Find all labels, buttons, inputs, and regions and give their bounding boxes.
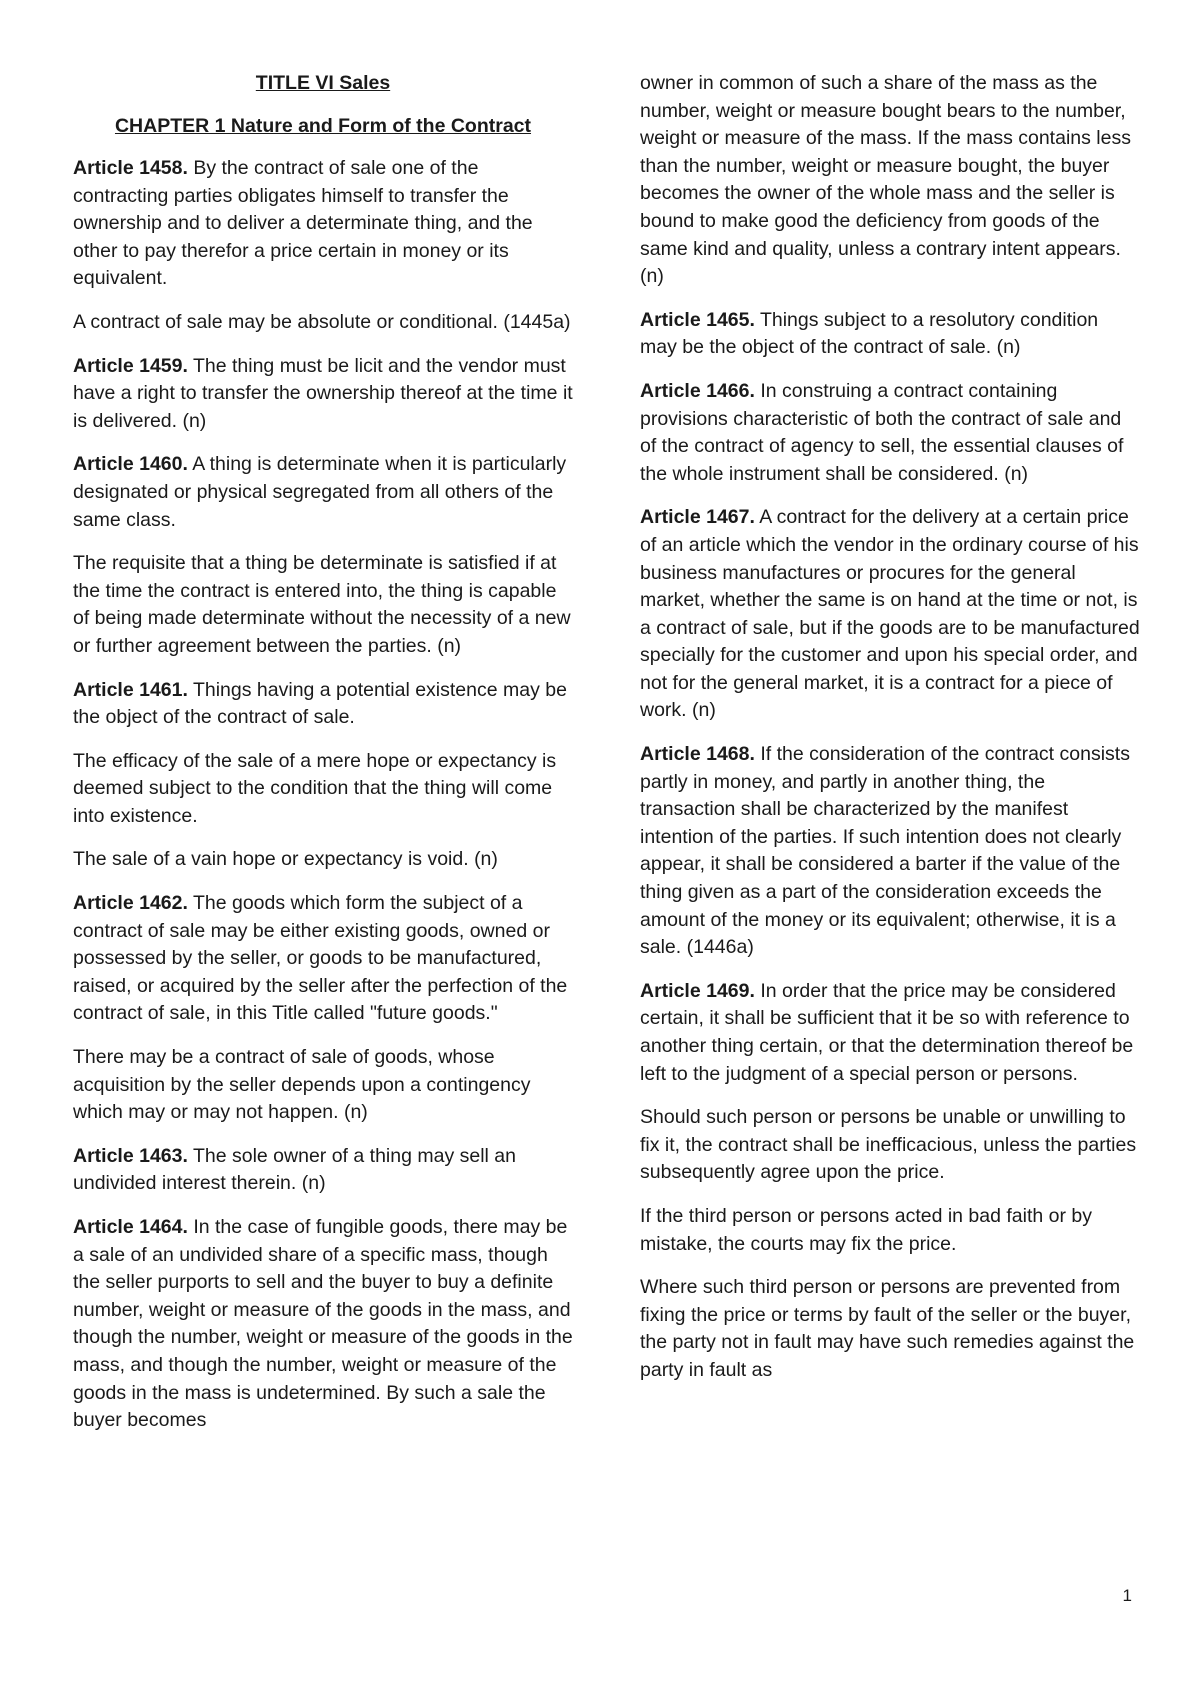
paragraph-text: Where such third person or persons are prevented from fixing the price or terms by fault of the seller or the buyer, the party not in fault may have such remedies against the party in fault as bbox=[640, 1276, 1135, 1381]
paragraph bbox=[73, 846, 573, 874]
document-title: TITLE VI Sales bbox=[255, 72, 391, 94]
paragraph bbox=[73, 1214, 573, 1435]
article-label: Article 1462. bbox=[73, 892, 188, 915]
paragraph bbox=[73, 677, 573, 732]
paragraph-text: If the third person or persons acted in bad faith or by mistake, the courts may fix the price. bbox=[640, 1204, 1093, 1255]
article-label: Article 1461. bbox=[73, 678, 188, 701]
paragraph-text: The requisite that a thing be determinate is satisfied if at the time the contract is entered into, the thing is capable of being made determinate without the necessity of a new or further agreement between the parties. (n) bbox=[73, 552, 571, 657]
paragraph bbox=[73, 1143, 573, 1198]
paragraph-text: In construing a contract containing provisions characteristic of both the contract of sale and of the contract of agency to sell, the essential clauses of the whole instrument shall be considered. (n) bbox=[640, 379, 1124, 485]
paragraph bbox=[73, 890, 573, 1028]
paragraph bbox=[640, 504, 1140, 725]
paragraph bbox=[640, 741, 1140, 962]
article-label: Article 1464. bbox=[73, 1216, 188, 1238]
right-column bbox=[640, 70, 1140, 1401]
article-label: Article 1459. bbox=[73, 354, 188, 377]
paragraph-text: A contract for the delivery at a certain price of an article which the vendor in the ordinary course of his business manufactures or procures for the general market, whether the same is on hand at the time or not, is a contract of sale, but if the goods are to be manufactured specially for the customer and upon his special order, and not for the general market, it is a contract for a piece of work. (n) bbox=[640, 506, 1140, 722]
left-paragraphs bbox=[73, 155, 573, 1435]
paragraph bbox=[640, 1274, 1140, 1384]
article-label: Article 1467. bbox=[640, 506, 755, 529]
paragraph-text: The sale of a vain hope or expectancy is void. (n) bbox=[73, 848, 498, 871]
article-label: Article 1469. bbox=[640, 979, 755, 1002]
paragraph bbox=[73, 1044, 573, 1127]
paragraph bbox=[640, 378, 1140, 488]
article-label: Article 1463. bbox=[73, 1144, 188, 1167]
paragraph bbox=[640, 307, 1140, 362]
paragraph-text: Should such person or persons be unable or unwilling to fix it, the contract shall be inefficacious, unless the parties subsequently agree upon the price. bbox=[640, 1106, 1137, 1184]
paragraph bbox=[73, 550, 573, 660]
paragraph bbox=[640, 1104, 1140, 1187]
paragraph-text: The goods which form the subject of a contract of sale may be either existing goods, owned or possessed by the seller, or goods to be manufactured, raised, or acquired by the seller after the perfection of the contract of sale, in this Title called "future goods." bbox=[73, 892, 568, 1025]
paragraph-text: In the case of fungible goods, there may be a sale of an undivided share of a specific mass, though the seller purports to sell and the buyer to buy a definite number, weight or measure of the goods in the mass, and though the number, weight or measure of the goods in the mass, and though the number, weight or measure of the goods in the mass is undetermined. By such a sale the buyer becomes bbox=[73, 1216, 573, 1432]
paragraph-text: Things subject to a resolutory condition may be the object of the contract of sale. (n) bbox=[640, 308, 1099, 359]
paragraph-text: Things having a potential existence may be the object of the contract of sale. bbox=[73, 678, 567, 729]
paragraph-text: A contract of sale may be absolute or conditional. (1445a) bbox=[73, 310, 571, 333]
paragraph-text: There may be a contract of sale of goods, whose acquisition by the seller depends upon a contingency which may or may not happen. (n) bbox=[73, 1046, 531, 1124]
paragraph bbox=[640, 1203, 1140, 1258]
article-label: Article 1458. bbox=[73, 157, 188, 179]
paragraph bbox=[73, 353, 573, 436]
article-label: Article 1460. bbox=[73, 453, 188, 476]
paragraph-text: In order that the price may be considered certain, it shall be sufficient that it be so with reference to another thing certain, or that the determination thereof be left to the judgment of a special person or persons. bbox=[640, 979, 1134, 1085]
article-label: Article 1466. bbox=[640, 379, 755, 402]
paragraph bbox=[73, 451, 573, 534]
paragraph-text: The sole owner of a thing may sell an undivided interest therein. (n) bbox=[73, 1144, 516, 1195]
right-paragraphs bbox=[640, 70, 1140, 1385]
paragraph-text: The efficacy of the sale of a mere hope or expectancy is deemed subject to the condition that the thing will come into existence. bbox=[73, 749, 557, 827]
paragraph-text: By the contract of sale one of the contracting parties obligates himself to transfer the ownership and to deliver a determinate thing, and the other to pay therefor a price certain in money or its equivalent. bbox=[73, 157, 533, 290]
paragraph-text: A thing is determinate when it is particularly designated or physical segregated from all others of the same class. bbox=[73, 453, 567, 531]
paragraph bbox=[73, 155, 573, 293]
chapter-heading: CHAPTER 1 Nature and Form of the Contract bbox=[114, 114, 532, 137]
paragraph-text: The thing must be licit and the vendor must have a right to transfer the ownership thereof at the time it is delivered. (n) bbox=[73, 354, 573, 432]
paragraph-text: owner in common of such a share of the mass as the number, weight or measure bought bears to the number, weight or measure of the mass. If the mass contains less than the number, weight or measure bought, the buyer becomes the owner of the whole mass and the seller is bound to make good the deficiency from goods of the same kind and quality, unless a contrary intent appears. (n) bbox=[640, 72, 1131, 288]
paragraph bbox=[73, 748, 573, 831]
article-label: Article 1465. bbox=[640, 308, 755, 331]
paragraph bbox=[73, 309, 573, 337]
paragraph-text: If the consideration of the contract consists partly in money, and partly in another thing, the transaction shall be characterized by the manifest intention of the parties. If such intention does not clearly appear, it shall be considered a barter if the value of the thing given as a part of the consideration exceeds the amount of the money or its equivalent; otherwise, it is a sale. (1446a) bbox=[640, 743, 1130, 959]
page-number: 1 bbox=[1122, 1586, 1132, 1605]
left-column bbox=[73, 70, 573, 1451]
paragraph bbox=[640, 978, 1140, 1088]
paragraph bbox=[640, 70, 1140, 291]
article-label: Article 1468. bbox=[640, 743, 755, 766]
